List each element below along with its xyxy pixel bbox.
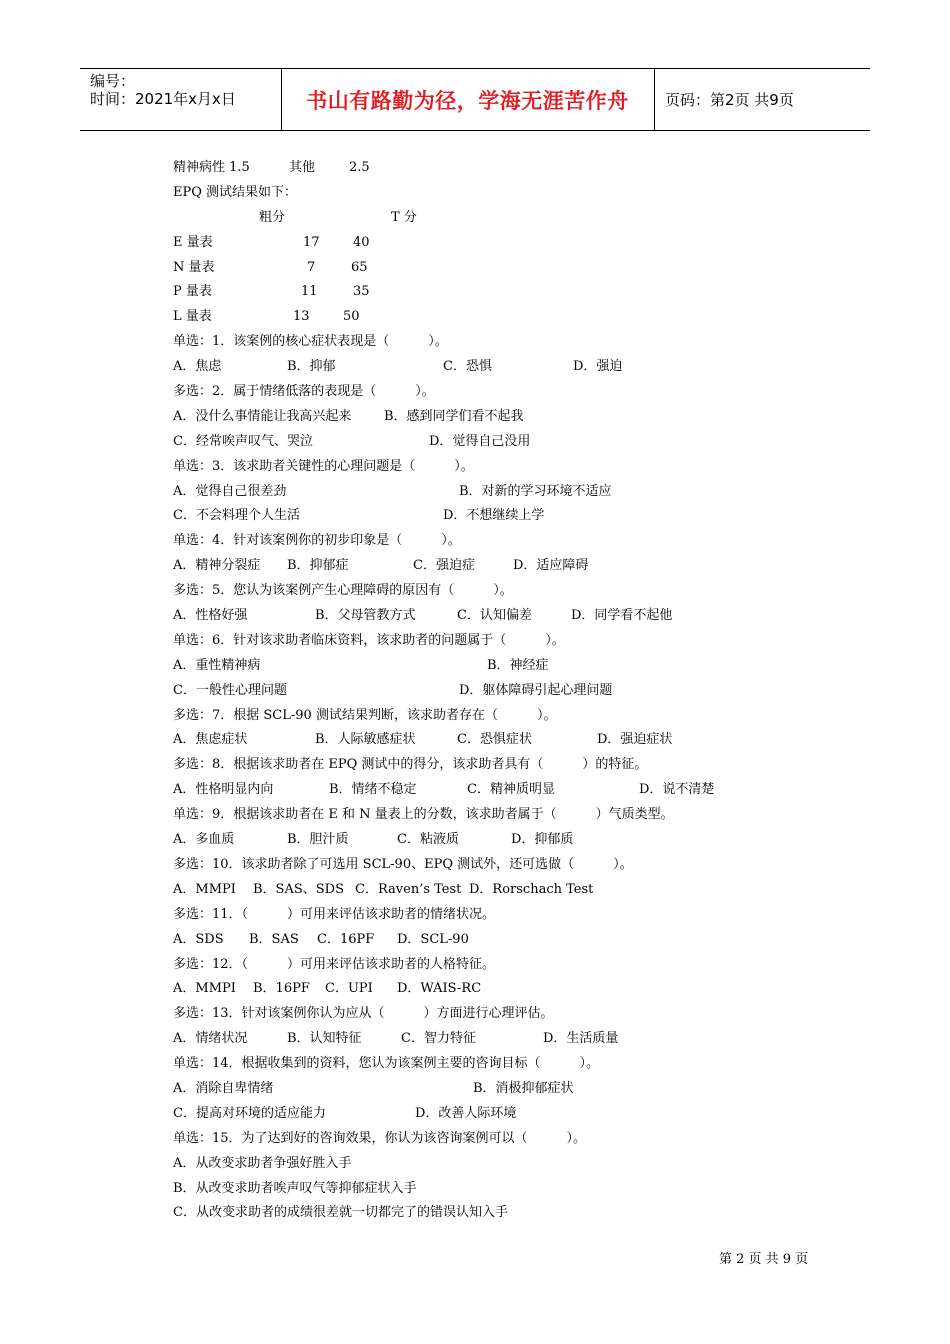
header-motto-cell [281,69,655,130]
line-38-col-1: A．消除自卑情绪 [173,1080,274,1096]
line-5-col-2: 7 [307,259,316,275]
line-43-col-1: C．从改变求助者的成绩很差就一切都完了的错误认知入手 [173,1205,508,1221]
text-line-2 [173,181,793,206]
line-34-col-1: A．MMPI [173,981,236,997]
line-6-col-2: 11 [301,284,318,300]
text-line-17 [173,554,793,579]
line-20-col-1: 单选：6．针对该求助者临床资料，该求助者的问题属于（ ）。 [173,632,565,648]
line-32-col-1: A．SDS [173,931,224,947]
line-32-col-3: C．16PF [317,931,375,947]
line-5-col-3: 65 [351,259,368,275]
text-line-19 [173,604,793,629]
line-4-col-3: 40 [353,234,370,250]
line-9-col-3: C．恐惧 [443,359,492,375]
line-42-col-1: B．从改变求助者唉声叹气等抑郁症状入手 [173,1180,417,1196]
text-line-32 [173,928,793,953]
header-page-number: 页码：第2页 共9页 [665,91,794,109]
line-3-col-1: 粗分 [259,209,286,225]
line-26-col-4: D．说不清楚 [639,782,715,798]
text-line-22 [173,679,793,704]
header-motto: 书山有路勤为径，学海无涯苦作舟 [306,89,629,113]
line-32-col-4: D．SCL-90 [397,931,469,947]
line-1-col-1: 精神病性 1.5 [173,160,250,175]
line-40-col-1: 单选：15．为了达到好的咨询效果，你认为该咨询案例可以（ ）。 [173,1130,587,1146]
line-39-col-1: C．提高对环境的适应能力 [173,1105,326,1121]
line-36-col-2: B．认知特征 [287,1031,362,1047]
header-left-cell [80,69,282,130]
line-7-col-1: L 量表 [173,309,212,325]
line-34-col-4: D．WAIS-RC [397,981,482,997]
line-9-col-2: B．抑郁 [287,359,336,375]
line-4-col-2: 17 [303,234,320,250]
line-25-col-1: 多选：8．根据该求助者在 EPQ 测试中的得分，该求助者具有（ ）的特征。 [173,757,648,773]
line-17-col-1: A．精神分裂症 [173,558,261,574]
line-1-col-2: 其他 [289,160,316,175]
line-28-col-4: D．抑郁质 [511,832,574,848]
page-header [80,68,870,131]
text-line-34 [173,977,793,1002]
line-5-col-1: N 量表 [173,259,215,275]
line-11-col-1: A．没什么事情能让我高兴起来 [173,408,352,424]
text-line-39 [173,1102,793,1127]
document-body [173,156,793,1226]
text-line-1 [173,156,793,181]
text-line-29 [173,853,793,878]
text-line-30 [173,878,793,903]
line-24-col-4: D．强迫症状 [597,732,673,748]
line-9-col-4: D．强迫 [573,359,623,375]
line-24-col-1: A．焦虑症状 [173,732,248,748]
line-11-col-2: B．感到同学们看不起我 [384,408,524,424]
text-line-3 [173,206,793,231]
text-line-4 [173,231,793,256]
line-22-col-1: C．一般性心理问题 [173,682,287,698]
line-31-col-1: 多选：11．（ ）可用来评估该求助者的情绪状况。 [173,906,496,922]
line-38-col-2: B．消极抑郁症状 [473,1080,574,1096]
line-28-col-2: B．胆汁质 [287,832,349,848]
line-15-col-2: D．不想继续上学 [443,508,545,524]
line-24-col-3: C．恐惧症状 [457,732,532,748]
line-30-col-3: C．Raven’s Test [355,881,462,897]
line-29-col-1: 多选：10．该求助者除了可选用 SCL-90、EPQ 测试外，还可选做（ ）。 [173,856,633,872]
text-line-21 [173,654,793,679]
line-4-col-1: E 量表 [173,234,213,250]
line-14-col-2: B．对新的学习环境不适应 [459,483,612,499]
text-line-28 [173,828,793,853]
text-line-9 [173,355,793,380]
text-line-8 [173,330,793,355]
line-8-col-1: 单选：1．该案例的核心症状表现是（ ）。 [173,334,448,350]
line-36-col-3: C．智力特征 [401,1031,476,1047]
line-22-col-2: D．躯体障碍引起心理问题 [459,682,613,698]
text-line-35 [173,1002,793,1027]
line-26-col-3: C．精神质明显 [467,782,555,798]
text-line-26 [173,778,793,803]
text-line-11 [173,405,793,430]
line-21-col-1: A．重性精神病 [173,657,261,673]
text-line-36 [173,1027,793,1052]
text-line-15 [173,504,793,529]
page-footer: 第 2 页 共 9 页 [719,1252,809,1267]
line-1-col-3: 2.5 [349,160,370,175]
text-line-24 [173,728,793,753]
text-line-42 [173,1177,793,1202]
line-17-col-3: C．强迫症 [413,558,475,574]
line-36-col-4: D．生活质量 [543,1031,619,1047]
document-date-label: 时间：2021年x月x日 [90,90,236,108]
line-19-col-1: A．性格好强 [173,608,248,624]
line-9-col-1: A．焦虑 [173,359,222,375]
line-41-col-1: A．从改变求助者争强好胜入手 [173,1155,352,1171]
line-13-col-1: 单选：3．该求助者关键性的心理问题是（ ）。 [173,458,474,474]
line-7-col-3: 50 [343,309,360,325]
line-6-col-3: 35 [353,284,370,300]
text-line-25 [173,753,793,778]
line-30-col-4: D．Rorschach Test [469,881,594,897]
text-line-6 [173,280,793,305]
line-34-col-2: B．16PF [253,981,310,997]
line-17-col-2: B．抑郁症 [287,558,349,574]
line-33-col-1: 多选：12．（ ）可用来评估该求助者的人格特征。 [173,956,496,972]
text-line-14 [173,480,793,505]
line-28-col-1: A．多血质 [173,832,235,848]
line-19-col-3: C．认知偏差 [457,608,532,624]
line-14-col-1: A．觉得自己很差劲 [173,483,287,499]
line-39-col-2: D．改善人际环境 [415,1105,517,1121]
line-21-col-2: B．神经症 [487,657,549,673]
line-3-col-2: T 分 [391,209,417,225]
line-7-col-2: 13 [293,309,310,325]
line-36-col-1: A．情绪状况 [173,1031,248,1047]
line-24-col-2: B．人际敏感症状 [315,732,416,748]
line-19-col-2: B．父母管教方式 [315,608,416,624]
line-26-col-2: B．情绪不稳定 [329,782,417,798]
line-18-col-1: 多选：5．您认为该案例产生心理障碍的原因有（ ）。 [173,583,513,599]
header-page-cell [655,69,870,130]
text-line-33 [173,953,793,978]
line-23-col-1: 多选：7．根据 SCL-90 测试结果判断，该求助者存在（ ）。 [173,707,557,723]
text-line-23 [173,704,793,729]
text-line-38 [173,1077,793,1102]
text-line-40 [173,1127,793,1152]
line-35-col-1: 多选：13．针对该案例你认为应从（ ）方面进行心理评估。 [173,1006,554,1022]
line-15-col-1: C．不会料理个人生活 [173,508,300,524]
line-12-col-1: C．经常唉声叹气、哭泣 [173,433,313,449]
text-line-43 [173,1201,793,1226]
line-17-col-4: D．适应障碍 [513,558,589,574]
line-37-col-1: 单选：14．根据收集到的资料，您认为该案例主要的咨询目标（ ）。 [173,1056,600,1072]
text-line-20 [173,629,793,654]
line-30-col-2: B．SAS、SDS [253,881,344,897]
line-6-col-1: P 量表 [173,284,212,300]
text-line-37 [173,1052,793,1077]
text-line-18 [173,579,793,604]
text-line-41 [173,1152,793,1177]
line-32-col-2: B．SAS [249,931,299,947]
line-10-col-1: 多选：2．属于情绪低落的表现是（ ）。 [173,384,435,400]
line-12-col-2: D．觉得自己没用 [429,433,531,449]
text-line-7 [173,305,793,330]
line-34-col-3: C．UPI [325,981,373,997]
line-30-col-1: A．MMPI [173,881,236,897]
line-19-col-4: D．同学看不起他 [571,608,673,624]
text-line-10 [173,380,793,405]
document-number-label: 编号： [90,72,136,90]
line-16-col-1: 单选：4．针对该案例你的初步印象是（ ）。 [173,533,461,549]
text-line-27 [173,803,793,828]
text-line-12 [173,430,793,455]
text-line-16 [173,529,793,554]
line-27-col-1: 单选：9．根据该求助者在 E 和 N 量表上的分数，该求助者属于（ ）气质类型。 [173,807,674,823]
line-2-col-1: EPQ 测试结果如下： [173,184,298,200]
line-28-col-3: C．粘液质 [397,832,459,848]
text-line-13 [173,455,793,480]
text-line-31 [173,903,793,928]
line-26-col-1: A．性格明显内向 [173,782,274,798]
text-line-5 [173,256,793,281]
